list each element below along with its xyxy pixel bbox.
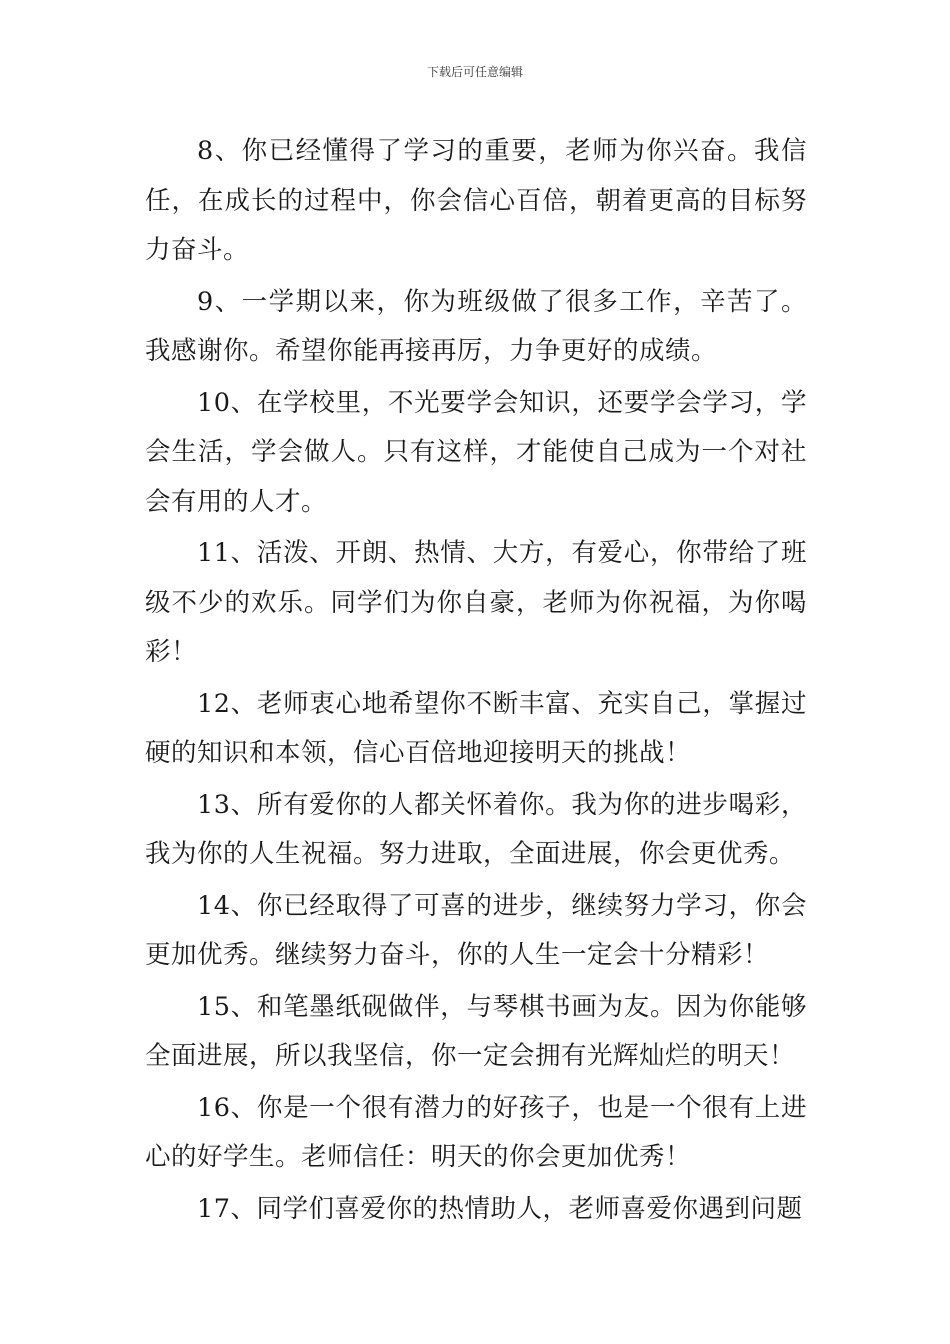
paragraph-17: 17、同学们喜爱你的热情助人，老师喜爱你遇到问题 [197, 1193, 803, 1224]
page-header: 下载后可任意编辑 [426, 65, 523, 79]
paragraph-8: 8、你已经懂得了学习的重要，老师为你兴奋。我信任，在成长的过程中，你会信心百倍，朝着更高的目标努力奋斗。 [145, 136, 807, 265]
paragraph-15: 15、和笔墨纸砚做伴，与琴棋书画为友。因为你能够全面进展，所以我坚信，你一定会拥有光辉灿烂的明天！ [145, 991, 807, 1071]
document-body [145, 127, 807, 1236]
paragraph-14: 14、你已经取得了可喜的进步，继续努力学习，你会更加优秀。继续努力奋斗，你的人生一定会十分精彩！ [145, 890, 807, 970]
paragraph-13: 13、所有爱你的人都关怀着你。我为你的进步喝彩，我为你的人生祝福。努力进取，全面进展，你会更优秀。 [145, 789, 807, 869]
paragraph-9: 9、一学期以来，你为班级做了很多工作，辛苦了。我感谢你。希望你能再接再厉，力争更好的成绩。 [145, 286, 807, 366]
paragraph-12: 12、老师衷心地希望你不断丰富、充实自己，掌握过硬的知识和本领，信心百倍地迎接明天的挑战！ [145, 688, 807, 768]
paragraph-16: 16、你是一个很有潜力的好孩子，也是一个很有上进心的好学生。老师信任：明天的你会更加优秀！ [145, 1092, 807, 1172]
paragraph-10: 10、在学校里，不光要学会知识，还要学会学习，学会生活，学会做人。只有这样，才能使自己成为一个对社会有用的人才。 [145, 387, 807, 517]
paragraph-11: 11、活泼、开朗、热情、大方，有爱心，你带给了班级不少的欢乐。同学们为你自豪，老师为你祝福，为你喝彩！ [145, 538, 807, 667]
